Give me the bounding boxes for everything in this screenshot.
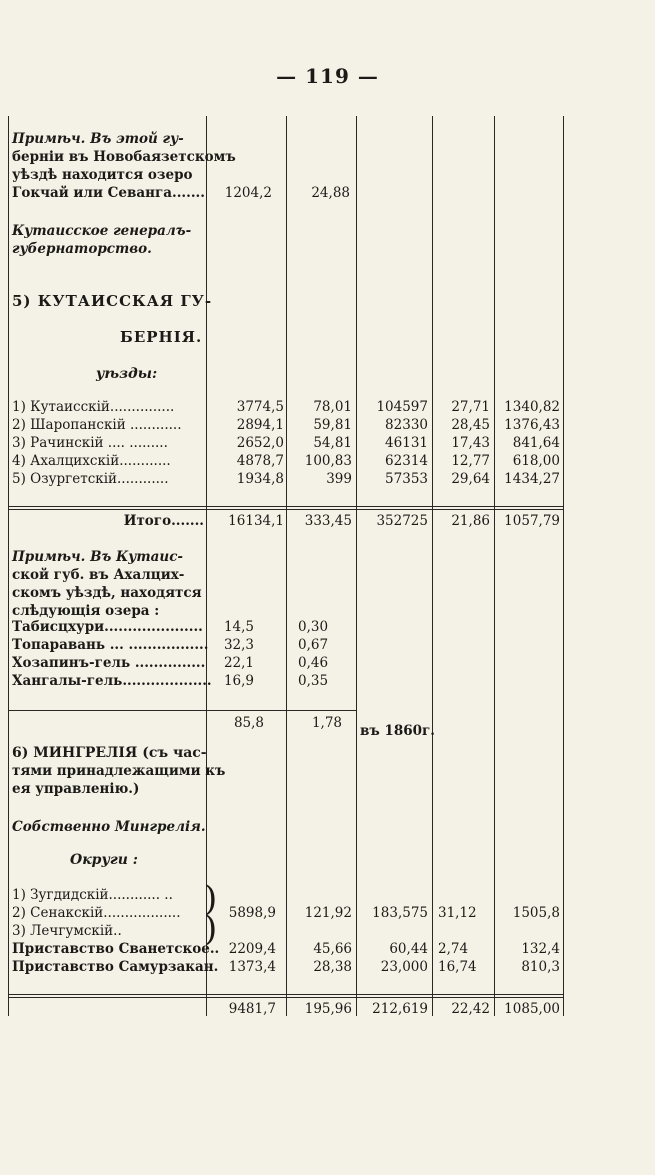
lake-c2: 0,67 bbox=[298, 637, 329, 653]
cell-c3: 23,000 bbox=[380, 959, 428, 975]
lake-c1: 32,3 bbox=[223, 637, 254, 653]
note1-line: берніи въ Новобаязетскомъ bbox=[12, 149, 236, 165]
table-row bbox=[8, 470, 564, 488]
cell-c4: 28,45 bbox=[451, 417, 490, 433]
lakes-sum-c2: 1,78 bbox=[311, 715, 342, 731]
cell-c5: 1434,27 bbox=[504, 471, 560, 487]
note2-line: ской губ. въ Ахалцих- bbox=[12, 567, 185, 583]
cell-c2: 45,66 bbox=[313, 941, 352, 957]
uezdy-label: уѣзды: bbox=[96, 366, 158, 382]
table-row bbox=[8, 922, 564, 940]
total-c5: 1057,79 bbox=[504, 513, 560, 529]
total-rule bbox=[8, 506, 564, 507]
col-rule-2 bbox=[286, 116, 287, 1016]
kutais-prov-title: 5) КУТАИССКАЯ ГУ- bbox=[12, 292, 213, 310]
okrug-name: 1) Зугдидскій............ .. bbox=[12, 887, 173, 903]
mingrelia-total-rule bbox=[8, 997, 564, 998]
uezd-name: 1) Кутаисскій............... bbox=[12, 399, 175, 415]
cell-c4: 17,43 bbox=[451, 435, 490, 451]
cell-c2: 59,81 bbox=[313, 417, 352, 433]
lake-name: Топаравань ... ................. bbox=[12, 637, 209, 653]
note1-values bbox=[8, 184, 564, 202]
note1-line: Гокчай или Севанга....... bbox=[12, 185, 205, 201]
cell-c1: 2209,4 bbox=[228, 941, 276, 957]
total-c2: 333,45 bbox=[304, 513, 352, 529]
cell-c2: 54,81 bbox=[313, 435, 352, 451]
cell-c5: 1340,82 bbox=[504, 399, 560, 415]
kutais-gov-line: губернаторство. bbox=[12, 241, 152, 257]
cell-c3: 57353 bbox=[385, 471, 428, 487]
year-note: въ 1860г. bbox=[360, 723, 435, 739]
lake-row bbox=[8, 654, 564, 672]
table-row bbox=[8, 434, 564, 452]
note2-line: слѣдующія озера : bbox=[12, 603, 160, 619]
cell-c4: 16,74 bbox=[438, 959, 477, 975]
page-number: — 119 — bbox=[276, 64, 379, 88]
cell-c5: 841,64 bbox=[512, 435, 560, 451]
lakes-sum-rule bbox=[8, 710, 356, 711]
cell-c1: 2894,1 bbox=[236, 417, 284, 433]
lake-c1: 16,9 bbox=[223, 673, 254, 689]
lake-c2: 0,30 bbox=[298, 619, 329, 635]
col-rule-0 bbox=[8, 116, 9, 1016]
cell-c2: 399 bbox=[326, 471, 352, 487]
col-rule-5 bbox=[494, 116, 495, 1016]
lakes-sum-c1: 85,8 bbox=[233, 715, 264, 731]
okrug-name: Приставство Сванетское.. bbox=[12, 941, 220, 957]
cell-c4: 29,64 bbox=[451, 471, 490, 487]
okrugi-label: Округи : bbox=[70, 852, 138, 868]
cell-c5: 810,3 bbox=[521, 959, 560, 975]
total-label: Итого....... bbox=[123, 513, 204, 529]
mingrelia-total-rule bbox=[8, 994, 564, 995]
col-rule-4 bbox=[432, 116, 433, 1016]
table-row bbox=[8, 416, 564, 434]
table-row bbox=[8, 886, 564, 904]
mingrelia-title: 6) МИНГРЕЛІЯ (съ час- bbox=[12, 745, 207, 761]
cell-c1: 3774,5 bbox=[236, 399, 284, 415]
cell-c1: 2652,0 bbox=[236, 435, 284, 451]
note1-area: 1204,2 bbox=[224, 185, 272, 201]
cell-c4: 12,77 bbox=[451, 453, 490, 469]
note1-line: Примѣч. Въ этой гу- bbox=[12, 131, 184, 147]
lake-name: Табисцхури..................... bbox=[12, 619, 203, 635]
table-row bbox=[8, 398, 564, 416]
cell-c4: 27,71 bbox=[451, 399, 490, 415]
lake-row bbox=[8, 618, 564, 636]
m-total-c4: 22,42 bbox=[451, 1001, 490, 1017]
brace-icon: ) bbox=[204, 909, 218, 949]
lake-c1: 22,1 bbox=[223, 655, 254, 671]
kutais-gov-line: Кутаисское генералъ- bbox=[12, 223, 192, 239]
mingrelia-title: ея управленію.) bbox=[12, 781, 140, 797]
total-rule bbox=[8, 509, 564, 510]
col-rule-3 bbox=[356, 116, 357, 1016]
note2-line: скомъ уѣздѣ, находятся bbox=[12, 585, 202, 601]
lakes-sum-row bbox=[8, 714, 564, 739]
uezd-name: 3) Рачинскій .... ......... bbox=[12, 435, 168, 451]
uezd-name: 5) Озургетскій............ bbox=[12, 471, 169, 487]
cell-c1: 5898,9 bbox=[228, 905, 276, 921]
cell-c3: 104597 bbox=[376, 399, 428, 415]
m-total-c1: 9481,7 bbox=[228, 1001, 276, 1017]
m-total-c2: 195,96 bbox=[304, 1001, 352, 1017]
cell-c2: 28,38 bbox=[313, 959, 352, 975]
note1-sq-miles: 24,88 bbox=[311, 185, 350, 201]
cell-c5: 1505,8 bbox=[512, 905, 560, 921]
uezd-name: 4) Ахалцихскій............ bbox=[12, 453, 171, 469]
table-row bbox=[8, 940, 564, 958]
lake-c2: 0,46 bbox=[298, 655, 329, 671]
kutais-prov-title-2: БЕРНІЯ. bbox=[120, 328, 203, 346]
note1-line: уѣздѣ находится озеро bbox=[12, 167, 193, 183]
cell-c4: 2,74 bbox=[438, 941, 469, 957]
cell-c1: 1373,4 bbox=[228, 959, 276, 975]
kutais-total-row bbox=[8, 512, 564, 530]
lake-c2: 0,35 bbox=[298, 673, 329, 689]
m-total-c5: 1085,00 bbox=[504, 1001, 560, 1017]
table-row bbox=[8, 904, 564, 922]
table-row bbox=[8, 958, 564, 976]
note2-line: Примѣч. Въ Кутаис- bbox=[12, 549, 184, 565]
cell-c3: 60,44 bbox=[389, 941, 428, 957]
cell-c4: 31,12 bbox=[438, 905, 477, 921]
okrug-name: Приставство Самурзакан. bbox=[12, 959, 219, 975]
lake-name: Хангалы-гель................... bbox=[12, 673, 212, 689]
okrug-name: 2) Сенакскій.................. bbox=[12, 905, 181, 921]
total-c4: 21,86 bbox=[451, 513, 490, 529]
cell-c5: 132,4 bbox=[521, 941, 560, 957]
cell-c3: 62314 bbox=[385, 453, 428, 469]
total-c1: 16134,1 bbox=[228, 513, 284, 529]
cell-c3: 183,575 bbox=[372, 905, 428, 921]
col-rule-6 bbox=[563, 116, 564, 1016]
mingrelia-title: тями принадлежащими къ bbox=[12, 763, 226, 779]
mingrelia-proper: Собственно Мингрелія. bbox=[12, 819, 206, 835]
lake-row bbox=[8, 672, 564, 690]
lake-name: Хозапинъ-гель ............... bbox=[12, 655, 206, 671]
cell-c2: 100,83 bbox=[304, 453, 352, 469]
table-row bbox=[8, 452, 564, 470]
mingrelia-total-row bbox=[8, 1000, 564, 1018]
statistics-table bbox=[8, 116, 564, 1016]
cell-c2: 121,92 bbox=[304, 905, 352, 921]
m-total-c3: 212,619 bbox=[372, 1001, 428, 1017]
cell-c3: 46131 bbox=[385, 435, 428, 451]
cell-c1: 4878,7 bbox=[236, 453, 284, 469]
cell-c5: 1376,43 bbox=[504, 417, 560, 433]
total-c3: 352725 bbox=[376, 513, 428, 529]
lake-row bbox=[8, 636, 564, 654]
cell-c3: 82330 bbox=[385, 417, 428, 433]
cell-c2: 78,01 bbox=[313, 399, 352, 415]
okrug-name: 3) Лечгумскій.. bbox=[12, 923, 122, 939]
uezd-name: 2) Шаропанскій ............ bbox=[12, 417, 182, 433]
cell-c5: 618,00 bbox=[512, 453, 560, 469]
cell-c1: 1934,8 bbox=[236, 471, 284, 487]
lake-c1: 14,5 bbox=[223, 619, 254, 635]
brace-icon: ) bbox=[204, 879, 218, 919]
